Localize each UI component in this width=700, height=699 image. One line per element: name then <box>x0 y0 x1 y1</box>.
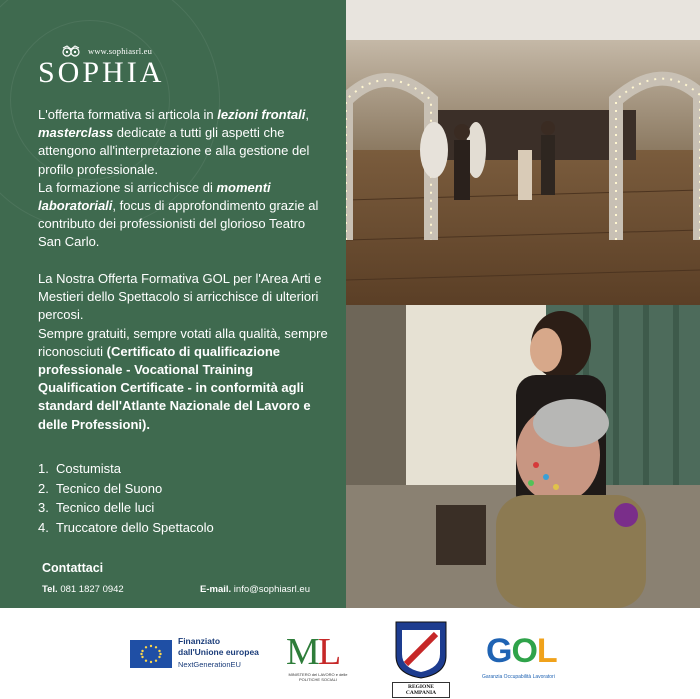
offer-text: Sempre gratuiti, sempre votati alla qualità, sempre riconosciuti <box>38 325 328 359</box>
course-list <box>38 459 214 537</box>
intro-text: dedicate a tutti gli aspetti che attengono all'interpretazione e alla gestione del profilo professionale. <box>38 125 310 177</box>
intro-text: La formazione si arricchisce di <box>38 179 217 195</box>
info-panel <box>0 0 346 608</box>
intro-emphasis: masterclass <box>38 125 114 141</box>
eu-text: Finanziato <box>178 636 221 646</box>
sophia-logo <box>38 44 198 92</box>
course-label: Costumista <box>56 461 122 476</box>
email-address[interactable]: info@sophiasrl.eu <box>233 584 310 595</box>
gol-subtitle: Garanzia Occupabilità Lavoratori <box>482 674 555 680</box>
gol-wordmark: GOL <box>486 632 557 670</box>
course-label: Truccatore dello Spettacolo <box>56 519 214 535</box>
intro-emphasis: lezioni frontali <box>217 107 306 122</box>
offer-paragraph <box>38 270 328 434</box>
list-item: 2. Tecnico del Suono <box>38 480 163 496</box>
makeup-session-photo <box>346 305 700 608</box>
intro-text: L'offerta formativa si articola in <box>38 107 218 122</box>
intro-text: , <box>305 107 310 122</box>
phone-number[interactable]: 081 1827 0942 <box>60 584 124 595</box>
course-label: Tecnico delle luci <box>56 500 155 515</box>
contact-title: Contattaci <box>42 561 104 575</box>
regione-label: REGIONE CAMPANIA <box>392 682 450 698</box>
list-item: 3. Tecnico delle luci <box>38 500 155 515</box>
eu-flag-icon <box>130 640 172 668</box>
contact-email[interactable] <box>200 584 310 595</box>
eu-funding-logo <box>130 634 290 674</box>
footer-logos <box>0 608 700 699</box>
list-item: 4. Truccatore dello Spettacolo <box>38 519 214 535</box>
ministry-caption: MINISTERO del LAVORO e delle POLITICHE SOCIALI <box>288 672 348 682</box>
certificate-text: (Certificato di qualificazione professionale - Vocational Training Qualification Certificate - in conformità agli standard dell'Atlante Nazionale del Lavoro e delle Professioni). <box>38 343 311 432</box>
eu-text: dall'Unione europea <box>178 647 259 657</box>
logo-text: SOPHIA <box>38 56 165 89</box>
campania-shield-icon <box>392 620 450 680</box>
intro-text: , focus di approfondimento grazie al contributo dei professionisti del glorioso Teatro San Carlo. <box>38 198 319 250</box>
course-label: Tecnico del Suono <box>56 480 163 496</box>
gol-logo <box>482 630 562 686</box>
svg-text:M: M <box>286 631 320 672</box>
email-label: E-mail. <box>200 584 232 595</box>
ml-monogram-icon <box>282 626 348 672</box>
logo-url: www.sophiasrl.eu <box>88 46 153 56</box>
offer-text: La Nostra Offerta Formativa GOL per l'Area Arti e Mestieri dello Spettacolo si arricchisce di ulteriori percosi. <box>38 271 322 323</box>
intro-emphasis: momenti laboratoriali <box>38 179 271 214</box>
regione-campania-logo <box>392 620 450 696</box>
svg-text:L: L <box>318 631 342 672</box>
phone-label: Tel. <box>42 584 58 595</box>
ministry-labour-logo <box>282 626 348 688</box>
list-item: 1. Costumista <box>38 461 122 476</box>
intro-paragraph <box>38 106 328 252</box>
theatre-hall-photo <box>346 0 700 305</box>
eu-text: NextGenerationEU <box>178 660 241 669</box>
contact-phone[interactable] <box>42 584 124 595</box>
